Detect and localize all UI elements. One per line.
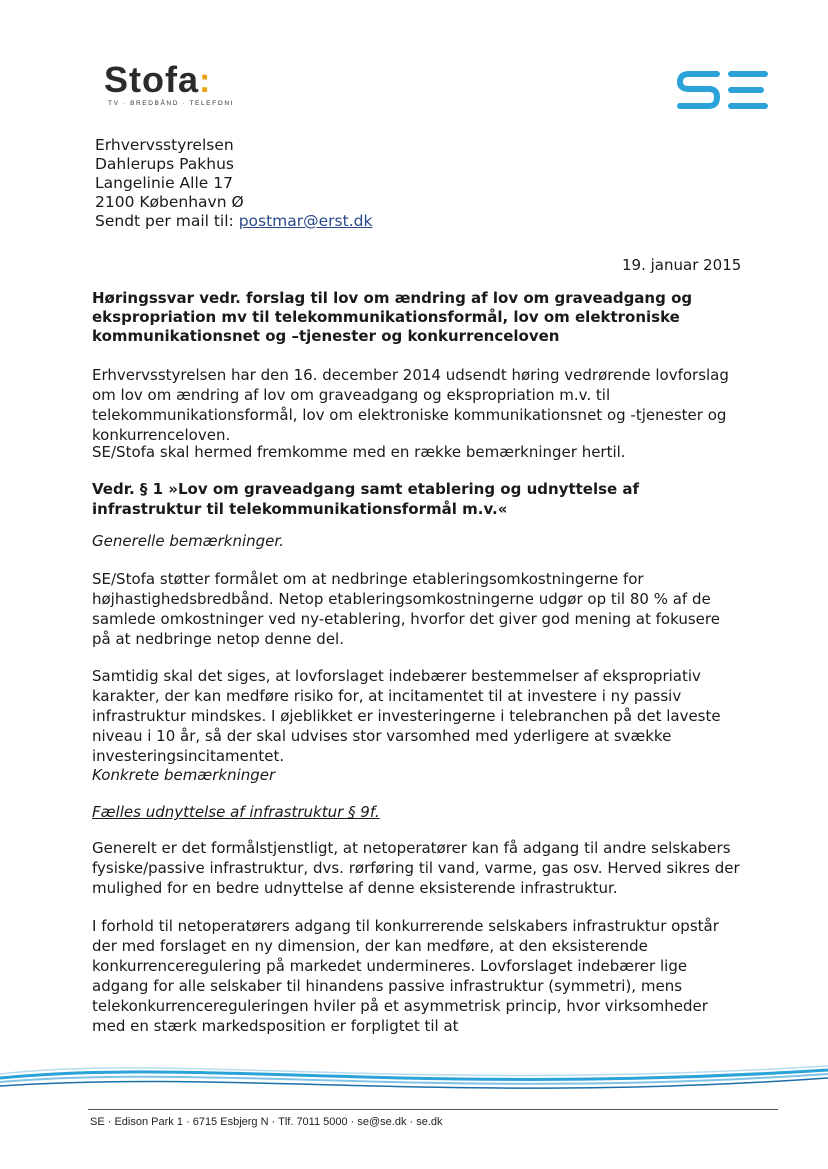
concrete-heading (92, 765, 740, 785)
intro-block (92, 365, 740, 445)
footer-divider (88, 1109, 778, 1110)
stofa-logo-word: Stofa (104, 59, 199, 100)
recipient-mail-line (95, 212, 372, 231)
recipient-street: Langelinie Alle 17 (95, 174, 233, 192)
recipient-city: 2100 København Ø (95, 193, 244, 211)
mail-link[interactable]: postmar@erst.dk (238, 212, 373, 230)
general-block-2 (92, 666, 740, 766)
stofa-logo-tagline: TV · BREDBÅND · TELEFONI (108, 100, 235, 107)
section-heading-text: Vedr. § 1 »Lov om graveadgang samt etablering og udnyttelse af infrastruktur til telekommunikationsformål m.v.« (92, 480, 640, 518)
stofa-logo-colon: : (199, 62, 211, 100)
stofa-logo (104, 59, 264, 112)
concrete-paragraph-1: Generelt er det formålstjenstligt, at netoperatører kan få adgang til andre selskabers fysiske/passive infrastruktur, dvs. rørføring til vand, varme, gas osv. Herved sikres der mulighed for en bedre udnyttelse af denne eksisterende infrastruktur. (92, 839, 740, 897)
general-paragraph-1: SE/Stofa støtter formålet om at nedbringe etableringsomkostningerne for højhastighedsbredbånd. Netop etableringsomkostningerne udgør op til 80 % af de samlede omkostninger ved ny-etablering, hvorfor det giver god mening at fokusere på at nedbringe netop denne del. (92, 570, 720, 648)
remarks-paragraph: SE/Stofa skal hermed fremkomme med en række bemærkninger hertil. (92, 443, 626, 461)
sub-heading-text: Fælles udnyttelse af infrastruktur § 9f. (92, 803, 380, 821)
footer-wave (0, 1048, 828, 1108)
recipient-line2: Dahlerups Pakhus (95, 155, 234, 173)
concrete-block-2 (92, 916, 740, 1036)
recipient-address (95, 136, 372, 231)
remarks-block (92, 442, 740, 462)
concrete-block-1 (92, 838, 740, 898)
sub-heading (92, 802, 740, 822)
general-heading (92, 531, 740, 551)
general-heading-text: Generelle bemærkninger. (92, 532, 284, 550)
letter-date: 19. januar 2015 (622, 256, 742, 274)
se-logo (675, 68, 771, 112)
concrete-paragraph-2: I forhold til netoperatørers adgang til konkurrerende selskabers infrastruktur opstår der med forslaget en ny dimension, der kan medføre, at den eksisterende konkurrenceregulering på markedet undermineres. Lovforslaget indebærer lige adgang for alle selskaber til hinandens passive infrastruktur (symmetri), mens telekonkurrencereguleringen hviler på et asymmetrisk princip, hvor virksomheder med en stærk markedsposition er forpligtet til at (92, 917, 719, 1035)
mail-prefix: Sendt per mail til: (95, 212, 239, 230)
recipient-name: Erhvervsstyrelsen (95, 136, 234, 154)
footer-contact: SE · Edison Park 1 · 6715 Esbjerg N · Tlf. 7011 5000 · se@se.dk · se.dk (90, 1116, 443, 1128)
letter-title (92, 289, 740, 346)
intro-paragraph: Erhvervsstyrelsen har den 16. december 2014 udsendt høring vedrørende lovforslag om lov om ændring af lov om graveadgang og ekspropriation m.v. til telekommunikationsformål, lov om elektroniske kommunikationsnet og -tjenester og konkurrenceloven. (92, 366, 729, 444)
section-heading (92, 479, 740, 519)
general-block-1 (92, 569, 740, 649)
concrete-heading-text: Konkrete bemærkninger (92, 766, 276, 784)
letter-title-text: Høringssvar vedr. forslag til lov om ændring af lov om graveadgang og ekspropriation mv til telekommunikationsformål, lov om elektroniske kommunikationsnet og –tjenester og konkurrenceloven (92, 289, 693, 345)
general-paragraph-2: Samtidig skal det siges, at lovforslaget indebærer bestemmelser af ekspropriativ karakter, der kan medføre risiko for, at incitamentet til at investere i ny passiv infrastruktur mindskes. I øjeblikket er investeringerne i telebranchen på det laveste niveau i 10 år, så der skal udvises stor varsomhed med yderligere at svække investeringsincitamentet. (92, 667, 721, 765)
